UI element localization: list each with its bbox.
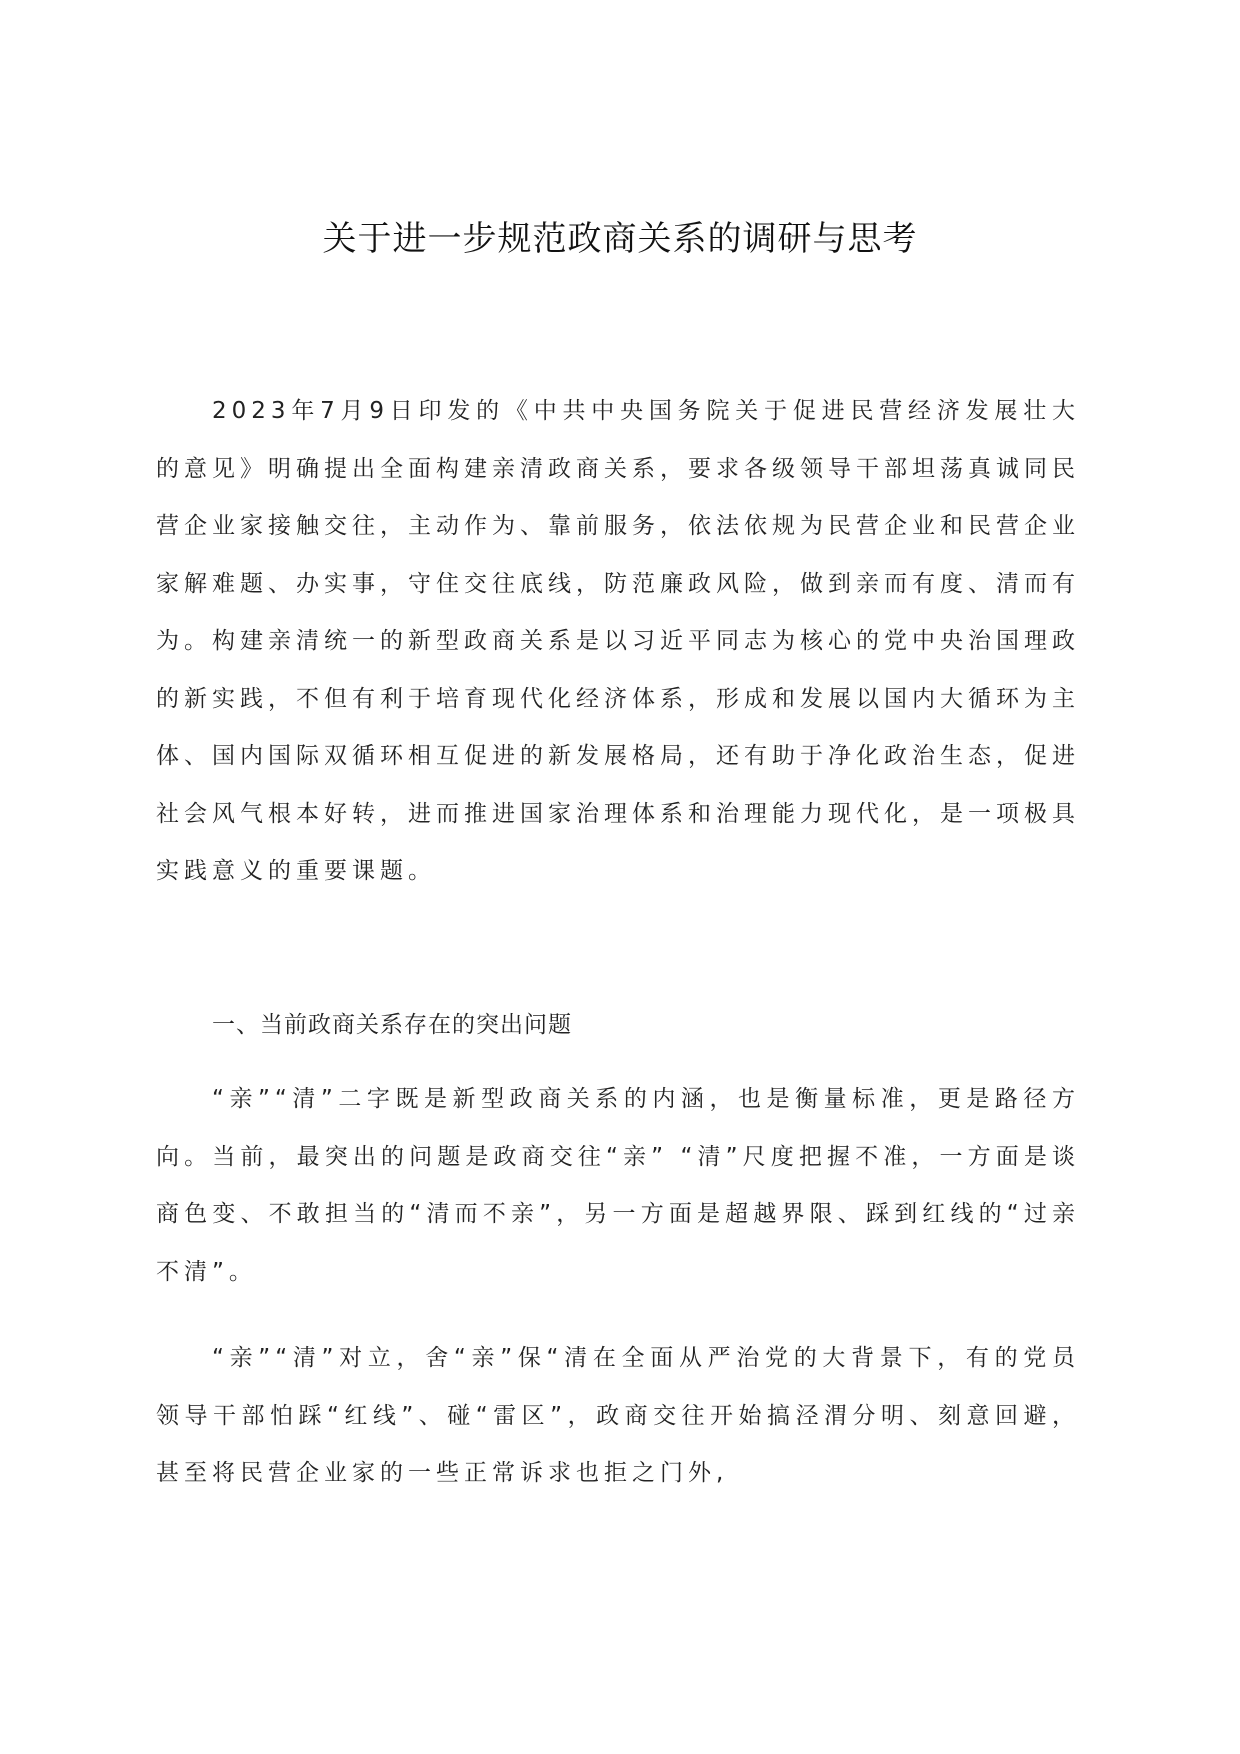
intro-paragraph: 2023年7月9日印发的《中共中央国务院关于促进民营经济发展壮大的意见》明确提出全面构建亲清政商关系，要求各级领导干部坦荡真诚同民营企业家接触交往，主动作为、靠前服务，依法依规为民营企业和民营企业家解难题、办实事，守住交往底线，防范廉政风险，做到亲而有度、清而有为。构建亲清统一的新型政商关系是以习近平同志为核心的党中央治国理政的新实践，不但有利于培育现代化经济体系，形成和发展以国内大循环为主体、国内国际双循环相互促进的新发展格局，还有助于净化政治生态，促进社会风气根本好转，进而推进国家治理体系和治理能力现代化，是一项极具实践意义的重要课题。: [156, 398, 1080, 884]
document-title: 关于进一步规范政商关系的调研与思考: [322, 219, 918, 259]
body-paragraph: “亲”“清”二字既是新型政商关系的内涵，也是衡量标准，更是路径方向。当前，最突出的问题是政商交往“亲” “清”尺度把握不准，一方面是谈商色变、不敢担当的“清而不亲”，另一方面是超越界限、踩到红线的“过亲不清”。: [156, 1086, 1080, 1285]
section-heading: 一、当前政商关系存在的突出问题: [212, 1012, 572, 1038]
body-paragraph: “亲”“清”对立，舍“亲”保“清在全面从严治党的大背景下，有的党员领导干部怕踩“红线”、碰“雷区”，政商交往开始搞泾渭分明、刻意回避，甚至将民营企业家的一些正常诉求也拒之门外,: [156, 1345, 1080, 1486]
